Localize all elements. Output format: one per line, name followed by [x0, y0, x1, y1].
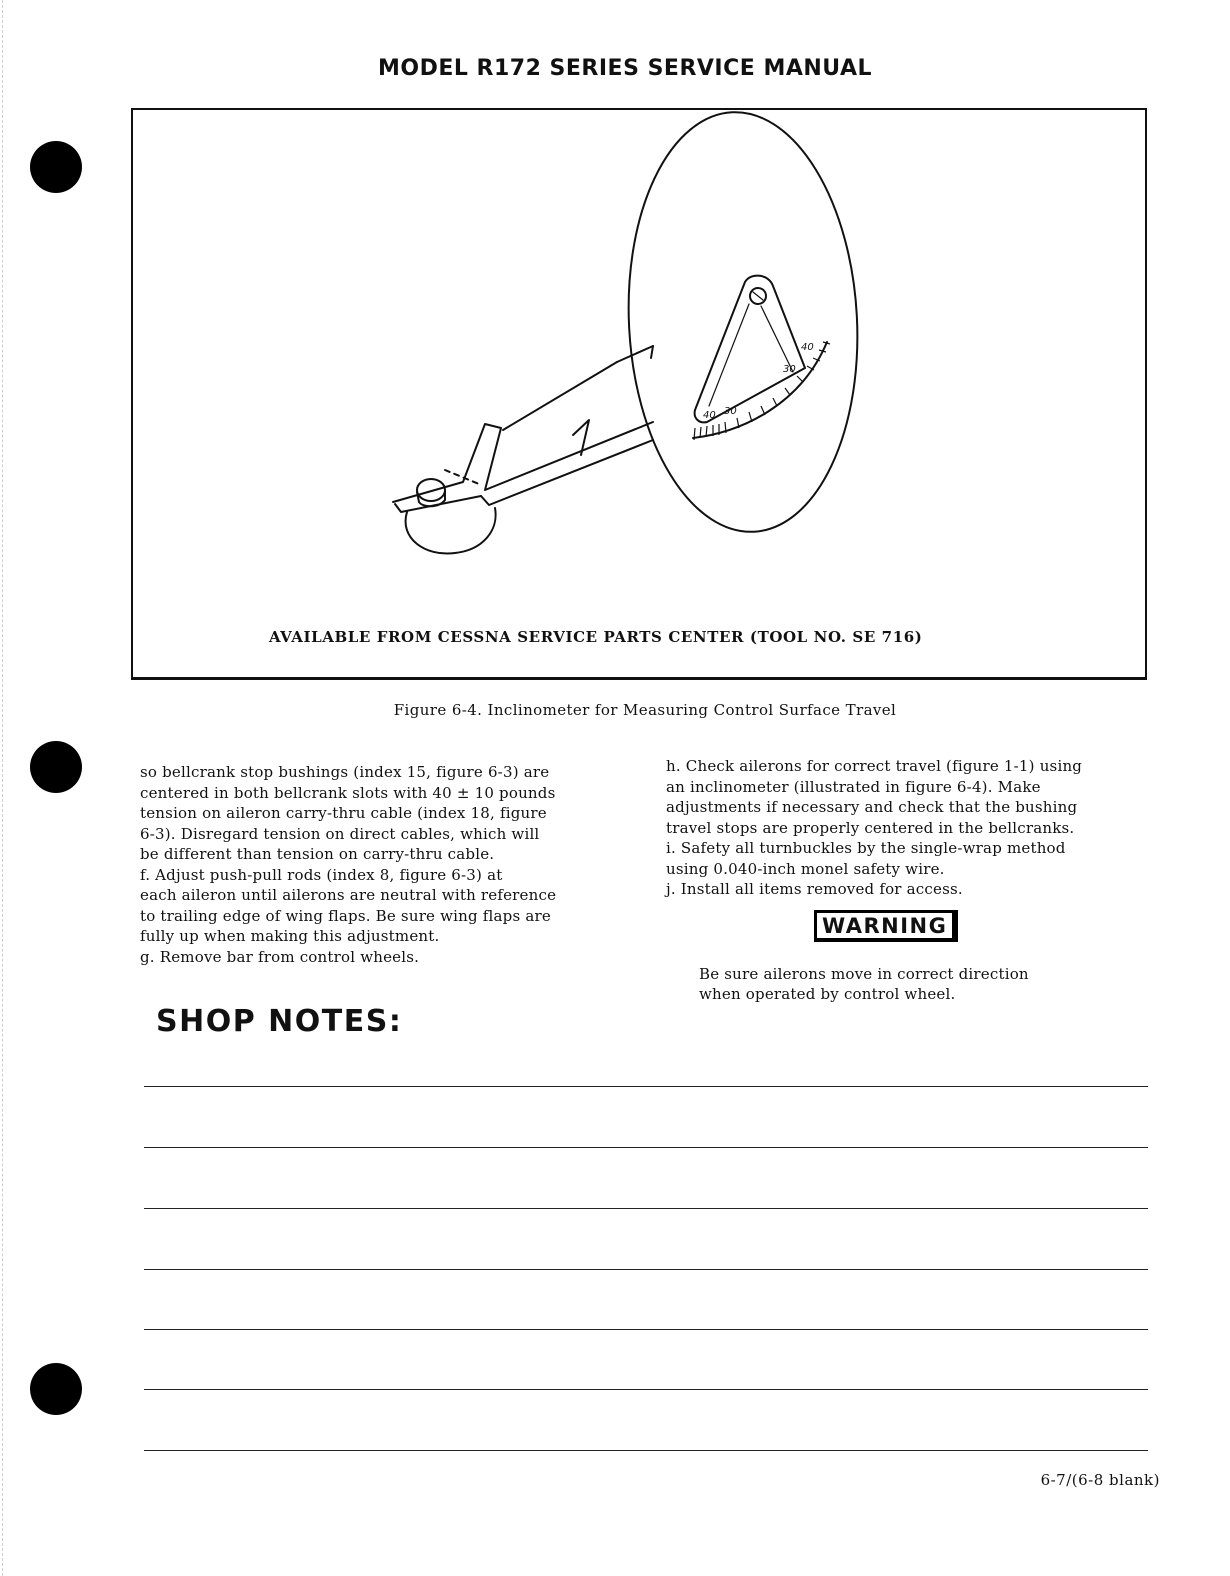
scale-label-left-40: 40 — [703, 410, 716, 421]
text-line: 6-3). Disregard tension on direct cables, which will — [140, 824, 540, 843]
left-text-column — [140, 762, 640, 967]
warning-text — [699, 964, 1166, 1005]
text-line: tension on aileron carry-thru cable (index 18, figure — [140, 804, 547, 822]
shop-notes-heading: SHOP NOTES: — [156, 1004, 403, 1039]
text-line: i. Safety all turnbuckles by the single-wrap method — [666, 839, 1066, 857]
note-line — [144, 1086, 1148, 1087]
warning-badge: WARNING — [814, 910, 958, 942]
scale-arc — [693, 342, 827, 438]
text-line: h. Check ailerons for correct travel (figure 1-1) using — [666, 757, 1083, 775]
text-line: centered in both bellcrank slots with 40 ± 10 pounds — [140, 783, 556, 802]
binder-hole-bottom — [30, 1363, 82, 1415]
text-line: using 0.040-inch monel safety wire. — [666, 859, 945, 878]
note-line — [144, 1147, 1148, 1148]
arm-upper-rail — [503, 362, 617, 430]
text-line: be different than tension on carry-thru cable. — [140, 845, 495, 863]
figure-frame — [131, 108, 1147, 680]
arm-underside — [481, 440, 653, 505]
text-line: f. Adjust push-pull rods (index 8, figure 6-3) at — [140, 865, 503, 884]
note-line — [144, 1389, 1148, 1390]
page-title: MODEL R172 SERIES SERVICE MANUAL — [377, 56, 873, 81]
binder-hole-top — [30, 141, 82, 193]
text-line: g. Remove bar from control wheels. — [140, 947, 420, 966]
figure-caption: Figure 6-4. Inclinometer for Measuring Control Surface Travel — [393, 701, 897, 719]
text-line: an inclinometer (illustrated in figure 6-4). Make — [666, 777, 1041, 796]
warning-line: Be sure ailerons move in correct direction — [699, 964, 1029, 983]
note-line — [144, 1208, 1148, 1209]
arm-top-edge — [393, 422, 653, 502]
note-line — [144, 1329, 1148, 1330]
scale-label-right-40: 40 — [801, 342, 814, 353]
text-line: to trailing edge of wing flaps. Be sure wing flaps are — [140, 906, 551, 925]
dial-disc — [618, 110, 868, 538]
arm-upper-rail-end — [617, 346, 653, 362]
note-line — [144, 1269, 1148, 1270]
text-line: so bellcrank stop bushings (index 15, figure 6-3) are — [140, 763, 550, 781]
page-edge — [2, 0, 4, 1576]
warning-line: when operated by control wheel. — [699, 985, 956, 1003]
binder-hole-middle — [30, 741, 82, 793]
text-line: j. Install all items removed for access. — [666, 880, 963, 898]
scale-label-left-30: 30 — [724, 406, 737, 417]
tool-availability-note: AVAILABLE FROM CESSNA SERVICE PARTS CENTER (TOOL NO. SE 716) — [269, 628, 923, 646]
warning-block — [814, 910, 1166, 942]
page-number: 6-7/(6-8 blank) — [1040, 1471, 1160, 1489]
note-line — [144, 1450, 1148, 1451]
right-text-column — [666, 756, 1166, 1005]
inclinometer-illustration — [133, 110, 1145, 630]
text-line: travel stops are properly centered in the bellcranks. — [666, 818, 1075, 837]
text-line: adjustments if necessary and check that the bushing — [666, 798, 1078, 816]
locking-knob — [417, 479, 445, 501]
text-line: each aileron until ailerons are neutral with reference — [140, 886, 557, 904]
text-line: fully up when making this adjustment. — [140, 927, 440, 945]
scale-label-right-30: 30 — [783, 364, 796, 375]
foot-disc — [406, 508, 496, 554]
